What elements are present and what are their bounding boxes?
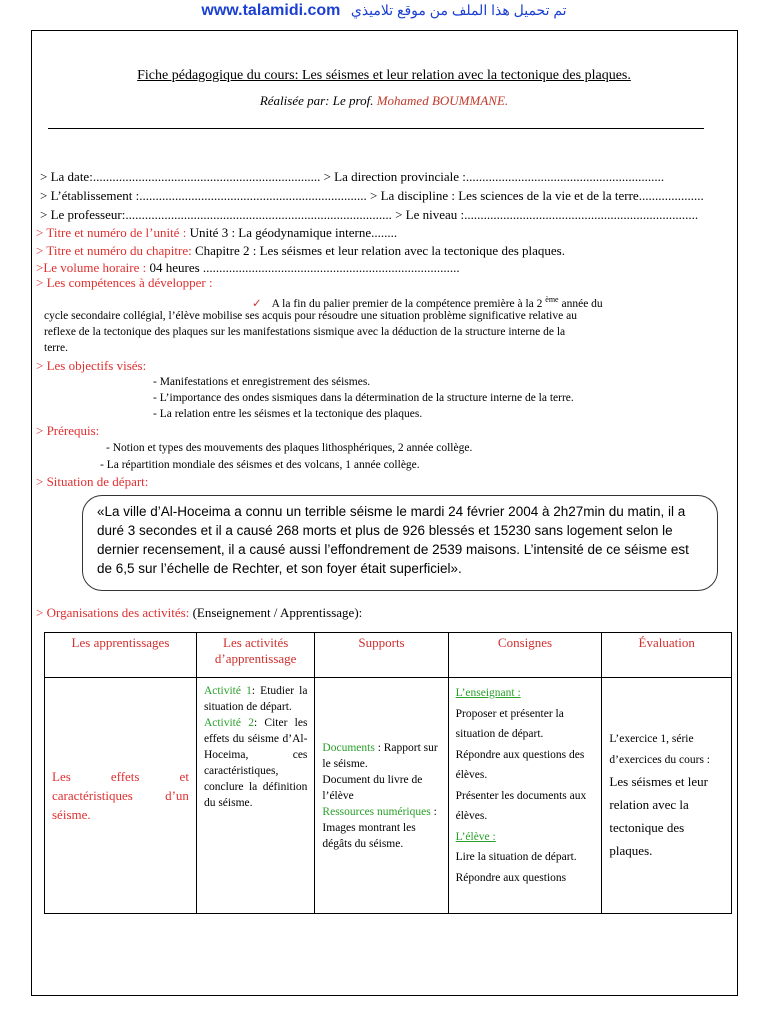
consignes-cell: L’enseignant : Proposer et présenter la situation de départ. Répondre aux questions des élèves. Présenter les documents aux élèves. L’élève : Lire la situation de départ. Répondre aux questions — [448, 678, 602, 914]
situation-label: > Situation de départ: — [36, 474, 149, 489]
apprentissage-cell: Les effets et caractéristiques d’un séisme. — [45, 678, 197, 914]
objectif-item: - L’importance des ondes sismiques dans la détermination de la structure interne de la terre. — [153, 392, 574, 404]
supports-cell: Documents : Rapport sur le séisme. Document du livre de l’élève Ressources numériques : Images montrant les dégâts du séisme. — [315, 678, 448, 914]
evaluation-cell: L’exercice 1, série d’exercices du cours : Les séismes et leur relation avec la tectonique des plaques. — [602, 678, 732, 914]
site-banner[interactable] — [0, 0, 768, 22]
header-apprentissages: Les apprentissages — [45, 633, 197, 678]
competence-line-2: cycle secondaire collégial, l’élève mobilise ses acquis pour résoudre une situation problème significative relative au — [44, 310, 577, 322]
prerequis-item: - Notion et types des mouvements des plaques lithosphériques, 2 année collège. — [106, 442, 473, 454]
header-activites: Les activités d’apprentissage — [196, 633, 314, 678]
page-title: Fiche pédagogique du cours: Les séismes et leur relation avec la tectonique des plaques. — [137, 68, 631, 83]
prerequis-label: > Prérequis: — [36, 423, 100, 438]
checkmark-icon: ✓ — [252, 297, 262, 310]
activities-table — [44, 632, 732, 914]
competence-line-3: reflexe de la tectonique des plaques sur les manifestations sismique avec la déduction de la structure interne de la — [44, 326, 566, 338]
divider — [48, 128, 704, 129]
volume-row: >Le volume horaire : 04 heures ............................................................................... — [36, 260, 460, 275]
unite-row: > Titre et numéro de l’unité : Unité 3 : La géodynamique interne........ — [36, 225, 398, 240]
etablissement-row: > L’établissement :...................................................................... > La discipline : Les sciences de la vie et de la terre.................... — [40, 188, 704, 203]
competences-label: > Les compétences à développer : — [36, 275, 213, 290]
competence-line-4: terre. — [44, 342, 68, 354]
table-row — [45, 678, 732, 914]
organisation-row: > Organisations des activités: (Enseignement / Apprentissage): — [36, 605, 363, 620]
situation-quote: «La ville d’Al-Hoceima a connu un terrible séisme le mardi 24 février 2004 à 2h27min du matin, il a duré 3 secondes et il a causé 268 morts et plus de 926 blessés et 15230 sans logement selon le dernier recensement, il a causé aussi l’effondrement de 2539 maisons. L’intensité de ce séisme est de 6,5 sur l’échelle de Rechter, et son foyer était superficiel». — [82, 495, 718, 591]
objectif-item: - La relation entre les séismes et la tectonique des plaques. — [153, 408, 423, 420]
professeur-row: > Le professeur:.................................................................................. > Le niveau :........................................................................ — [40, 207, 699, 222]
arabic-banner-text: تم تحميل هذا الملف من موقع تلاميذي — [350, 2, 567, 18]
activites-cell: Activité 1: Etudier la situation de départ. Activité 2: Citer les effets du séisme d’Al-Hoceima, ces caractéristiques, conclure la définition du séisme. — [196, 678, 314, 914]
objectifs-label: > Les objectifs visés: — [36, 358, 147, 373]
date-row: > La date:...................................................................... > La direction provinciale :............................................................. — [40, 169, 665, 184]
author-name: Mohamed BOUMMANE. — [376, 93, 509, 108]
header-supports: Supports — [315, 633, 448, 678]
header-evaluation: Évaluation — [602, 633, 732, 678]
byline: Réalisée par: Le prof. Mohamed BOUMMANE. — [259, 93, 509, 108]
header-consignes: Consignes — [448, 633, 602, 678]
prerequis-item: - La répartition mondiale des séismes et des volcans, 1 année collège. — [100, 459, 420, 471]
competence-line-1: ✓ A la fin du palier premier de la compétence première à la 2 $^{ème}$ année du — [252, 295, 603, 310]
table-header-row — [45, 633, 732, 678]
chapitre-row: > Titre et numéro du chapitre: Chapitre 2 : Les séismes et leur relation avec la tectonique des plaques. — [36, 243, 565, 258]
objectif-item: - Manifestations et enregistrement des séismes. — [153, 376, 371, 388]
site-url[interactable]: www.talamidi.com — [201, 2, 341, 19]
